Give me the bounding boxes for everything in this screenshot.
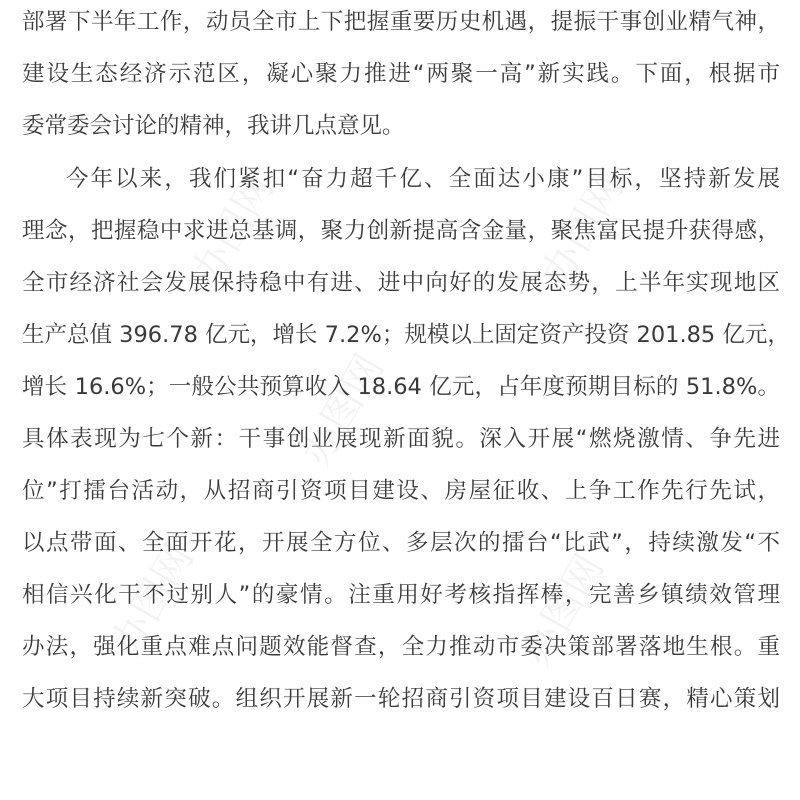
watermark: 办图网 [183,166,283,294]
text-line: 具体表现为七个新：干事创业展现新面貌。深入开展“燃烧激情、争先进 [22,426,780,452]
text-line: 相信兴化干不过别人”的豪情。注重用好考核指挥棒，完善乡镇绩效管理 [22,582,780,608]
watermark: 办图网 [533,166,633,294]
text-line: 位”打擂台活动，从招商引资项目建设、房屋征收、上争工作先行先试， [22,478,780,504]
watermark: 办图网 [103,536,203,664]
text-line: 生产总值 396.78 亿元，增长 7.2%；规模以上固定资产投资 201.85 亿元， [22,322,790,348]
text-line: 大项目持续新突破。组织开展新一轮招商引资项目建设百日赛，精心策划 [22,686,780,712]
watermark: 办图网 [293,346,393,474]
text-line: 办法，强化重点难点问题效能督查，全力推动市委决策部署落地生根。重 [22,634,780,660]
text-line: 以点带面、全面开花，开展全方位、多层次的擂台“比武”，持续激发“不 [22,530,780,556]
paragraph-start-line: 今年以来，我们紧扣“奋力超千亿、全面达小康”目标，坚持新发展 [66,166,780,192]
text-line: 全市经济社会发展保持稳中有进、进中向好的发展态势，上半年实现地区 [22,270,780,296]
watermark: 办图网 [513,546,613,674]
text-line: 部署下半年工作，动员全市上下把握重要历史机遇，提振干事创业精气神， [22,9,780,35]
text-line: 委常委会讨论的精神，我讲几点意见。 [22,113,405,139]
text-line: 建设生态经济示范区，凝心聚力推进“两聚一高”新实践。下面，根据市 [22,61,780,87]
text-line: 理念，把握稳中求进总基调，聚力创新提高含金量，聚焦富民提升获得感， [22,218,780,244]
text-line: 增长 16.6%；一般公共预算收入 18.64 亿元，占年度预期目标的 51.8%。 [22,374,780,400]
